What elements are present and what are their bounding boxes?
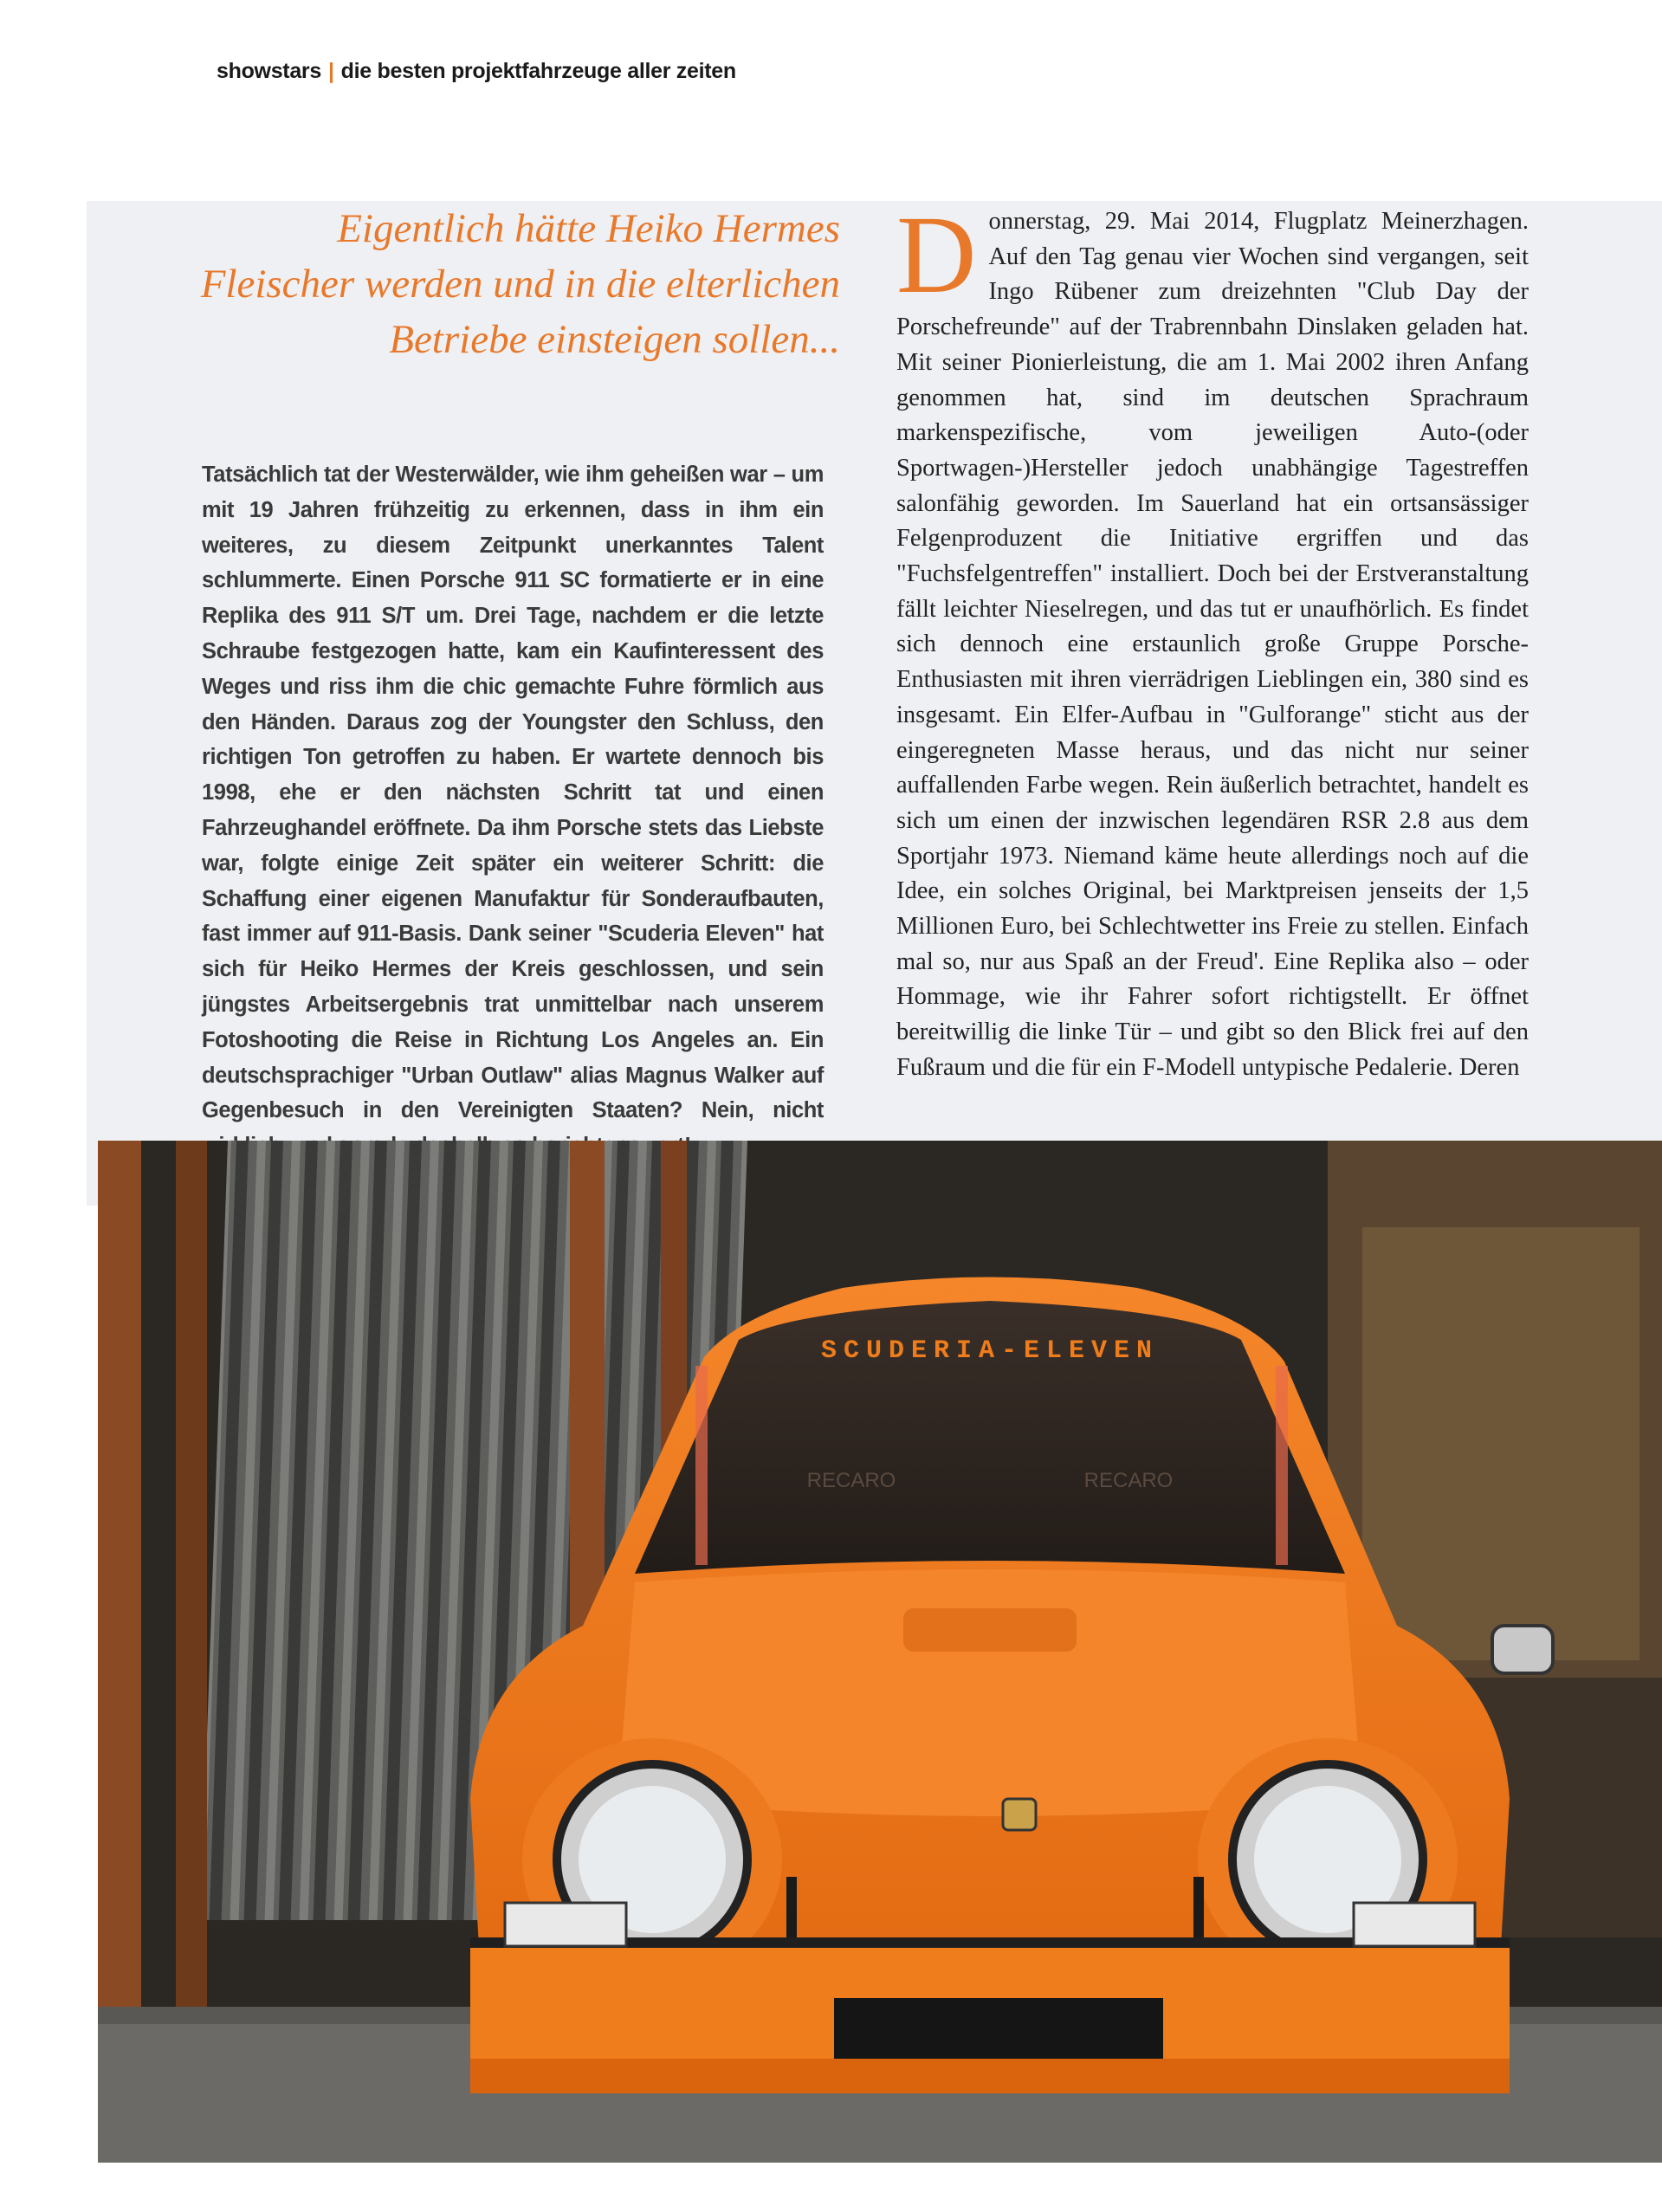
header-separator: | [327, 59, 334, 83]
car-photo [98, 1141, 1662, 2163]
windshield-banner-text: SCUDERIA-ELEVEN [820, 1336, 1160, 1366]
seat-left-label: RECARO [806, 1469, 896, 1492]
seat-right-label: RECARO [1083, 1469, 1174, 1492]
page-bottom-margin [0, 2163, 1662, 2212]
header-subtitle: die besten projektfahrzeuge aller zeiten [340, 59, 736, 83]
body-paragraph: onnerstag, 29. Mai 2014, Flugplatz Meinerzhagen. Auf den Tag genau vier Wochen sind vergangen, seit Ingo Rübener zum dreizehnten "Club Day der Porschefreunde" auf der Trabrennbahn Dinslaken geladen hat. Mit seiner Pionierleistung, die am 1. Mai 2002 ihren Anfang genommen hat, sind im deutschen Sprachraum markenspezifische, vom jeweiligen Auto-(oder Sportwagen-)Hersteller jedoch unabhängige Tagestreffen salonfähig geworden. Im Sauerland hat ein ortsansässiger Felgenproduzent die Initiative ergriffen und das "Fuchsfelgentreffen" installiert. Doch bei der Erstveranstaltung fällt leichter Nieselregen, und das tut er unaufhörlich. Es findet sich dennoch eine erstaunlich große Gruppe Porsche-Enthusiasten mit ihren vierrädrigen Lieblingen ein, 380 sind es insgesamt. Ein Elfer-Aufbau in "Gulforange" sticht aus der eingeregneten Masse heraus, und das nicht nur seiner auffallenden Farbe wegen. Rein äußerlich betrachtet, handelt es sich um einen der inzwischen legendären RSR 2.8 aus dem Sportjahr 1973. Niemand käme heute allerdings noch auf die Idee, ein solches Original, bei Marktpreisen jenseits der 1,5 Millionen Euro, bei Schlechtwetter ins Freie zu stellen. Einfach mal so, nur aus Spaß an der Freud'. Eine Replika also – oder Hommage, wie ihr Fahrer sofort richtigstellt. Er öffnet bereitwillig die linke Tür – und gibt so den Blick frei auf den Fußraum und die für ein F-Modell untypische Pedalerie. Deren [896, 208, 1529, 1081]
running-header [217, 59, 736, 84]
lede-paragraph: Tatsächlich tat der Westerwälder, wie ihm geheißen war – um mit 19 Jahren frühzeitig zu erkennen, dass in ihm ein weiteres, zu diesem Zeitpunkt unerkanntes Talent schlummerte. Einen Porsche 911 SC formatierte er in eine Replika des 911 S/T um. Drei Tage, nachdem er die letzte Schraube festgezogen hatte, kam ein Kaufinteressent des Weges und riss ihm die chic gemachte Fuhre förmlich aus den Händen. Daraus zog der Youngster den Schluss, den richtigen Ton getroffen zu haben. Er wartete dennoch bis 1998, ehe er den nächsten Schritt tat und einen Fahrzeughandel eröffnete. Da ihm Porsche stets das Liebste war, folgte einige Zeit später ein weiterer Schritt: die Schaffung einer eigenen Manufaktur für Sonderaufbauten, fast immer auf 911-Basis. Dank seiner "Scuderia Eleven" hat sich für Heiko Hermes der Kreis geschlossen, und sein jüngstes Arbeitsergebnis trat unmittelbar nach unserem Fotoshooting die Reise in Richtung Los Angeles an. Ein deutschsprachiger "Urban Outlaw" alias Magnus Walker auf Gegenbesuch in den Vereinigten Staaten? Nein, nicht [202, 462, 824, 1123]
pullquote: Eigentlich hätte Heiko Hermes Fleischer werden und in die elterlichen Betriebe einsteigen sollen... [200, 206, 840, 362]
body-column [896, 193, 1529, 1086]
drop-cap: D [896, 193, 977, 316]
header-section: showstars [217, 59, 321, 83]
